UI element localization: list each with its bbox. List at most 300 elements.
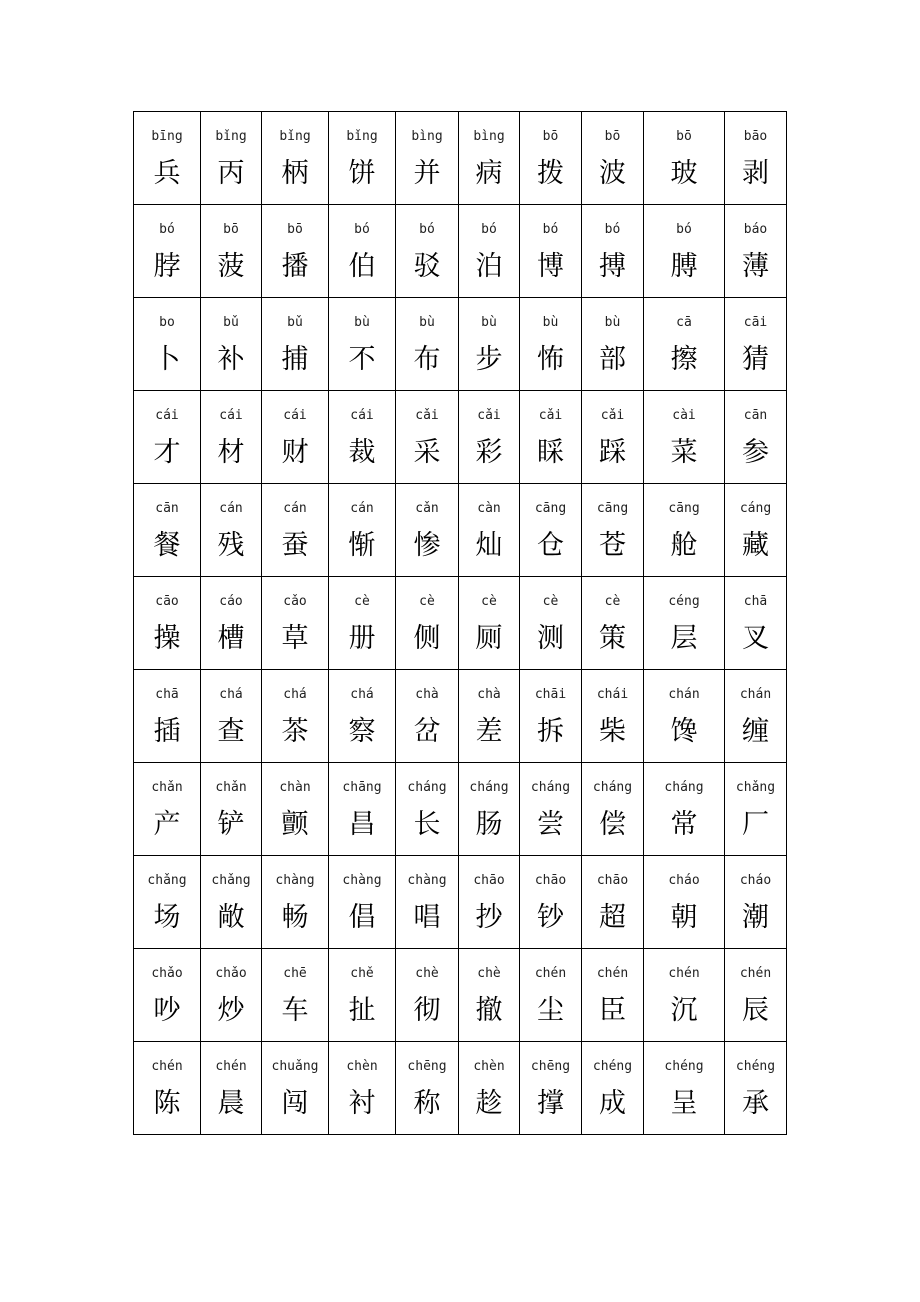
pinyin-label: cāng: [668, 501, 700, 516]
hanzi-character: 睬: [537, 437, 564, 468]
hanzi-character: 播: [281, 251, 309, 282]
hanzi-character: 趁: [475, 1088, 503, 1119]
character-cell: [329, 484, 396, 577]
hanzi-character: 称: [413, 1088, 441, 1119]
hanzi-character: 撑: [537, 1088, 564, 1119]
grid-row: [134, 484, 787, 577]
pinyin-label: chǎng: [147, 873, 187, 888]
pinyin-label: cè: [419, 594, 435, 609]
pinyin-label: chè: [415, 966, 439, 981]
pinyin-label: chè: [477, 966, 501, 981]
pinyin-label: cǎo: [283, 594, 307, 609]
pinyin-label: cài: [672, 408, 696, 423]
hanzi-character: 材: [217, 437, 245, 468]
character-cell: [134, 112, 201, 205]
pinyin-label: chāo: [534, 873, 567, 888]
hanzi-character: 插: [153, 716, 181, 747]
character-cell: [644, 391, 725, 484]
pinyin-label: bù: [481, 315, 497, 330]
hanzi-character: 常: [670, 809, 698, 840]
hanzi-character: 柄: [281, 158, 309, 189]
pinyin-label: chéng: [664, 1059, 704, 1074]
hanzi-character: 苍: [599, 530, 626, 561]
pinyin-label: chēng: [407, 1059, 447, 1074]
hanzi-character: 扯: [348, 995, 376, 1026]
hanzi-character: 辰: [742, 995, 769, 1026]
character-cell: [134, 205, 201, 298]
character-cell: [134, 1042, 201, 1135]
grid-row: [134, 763, 787, 856]
pinyin-label: chán: [739, 687, 772, 702]
pinyin-label: cè: [354, 594, 370, 609]
character-cell: [396, 112, 459, 205]
pinyin-label: cè: [481, 594, 497, 609]
pinyin-label: bō: [604, 129, 621, 144]
pinyin-label: bō: [287, 222, 303, 237]
pinyin-label: chá: [350, 687, 374, 702]
hanzi-character: 衬: [348, 1088, 376, 1119]
character-cell: [582, 763, 644, 856]
hanzi-character: 呈: [670, 1088, 698, 1119]
pinyin-label: bìng: [411, 129, 443, 144]
pinyin-label: chā: [743, 594, 768, 609]
pinyin-label: chǎng: [735, 780, 776, 795]
grid-row: [134, 856, 787, 949]
hanzi-character: 钞: [537, 902, 564, 933]
character-cell: [134, 484, 201, 577]
pinyin-label: chá: [283, 687, 307, 702]
hanzi-character: 采: [413, 437, 441, 468]
pinyin-label: bo: [159, 315, 175, 330]
pinyin-label: cǎi: [415, 408, 439, 423]
character-cell: [134, 298, 201, 391]
hanzi-character: 柴: [599, 716, 626, 747]
hanzi-character: 菠: [217, 251, 245, 282]
hanzi-character: 膊: [670, 251, 698, 282]
pinyin-label: chàng: [407, 873, 447, 888]
hanzi-character: 茶: [281, 716, 309, 747]
hanzi-character: 测: [537, 623, 564, 654]
grid-row: [134, 670, 787, 763]
hanzi-character: 舱: [670, 530, 698, 561]
hanzi-character: 仓: [537, 530, 564, 561]
hanzi-character: 察: [348, 716, 376, 747]
pinyin-character-grid: [133, 111, 787, 1135]
hanzi-character: 参: [742, 437, 769, 468]
character-cell: [396, 763, 459, 856]
pinyin-label: cán: [283, 501, 307, 516]
hanzi-character: 才: [153, 437, 181, 468]
character-cell: [329, 1042, 396, 1135]
character-cell: [396, 298, 459, 391]
character-cell: [725, 577, 787, 670]
character-cell: [725, 670, 787, 763]
character-cell: [262, 298, 329, 391]
pinyin-label: cǎi: [600, 408, 625, 423]
pinyin-label: chā: [155, 687, 179, 702]
pinyin-label: chāo: [596, 873, 629, 888]
hanzi-character: 拆: [537, 716, 564, 747]
pinyin-label: bō: [676, 129, 692, 144]
character-cell: [725, 298, 787, 391]
pinyin-label: chán: [668, 687, 700, 702]
hanzi-character: 餐: [153, 530, 181, 561]
character-cell: [644, 484, 725, 577]
pinyin-label: bó: [604, 222, 621, 237]
hanzi-character: 厂: [742, 809, 769, 840]
hanzi-character: 差: [475, 716, 503, 747]
pinyin-label: bó: [159, 222, 175, 237]
hanzi-character: 猜: [742, 344, 769, 375]
pinyin-label: chái: [596, 687, 629, 702]
pinyin-label: cháng: [530, 780, 571, 795]
pinyin-label: cái: [155, 408, 179, 423]
pinyin-label: bāo: [743, 129, 768, 144]
hanzi-character: 长: [413, 809, 441, 840]
pinyin-label: bó: [419, 222, 435, 237]
character-cell: [396, 577, 459, 670]
pinyin-label: cháo: [739, 873, 772, 888]
pinyin-label: chǎn: [215, 780, 247, 795]
character-cell: [725, 112, 787, 205]
character-cell: [329, 856, 396, 949]
character-cell: [582, 298, 644, 391]
hanzi-character: 丙: [217, 158, 245, 189]
character-cell: [329, 949, 396, 1042]
character-cell: [134, 670, 201, 763]
character-cell: [262, 112, 329, 205]
pinyin-label: cháng: [407, 780, 447, 795]
character-cell: [459, 856, 520, 949]
character-cell: [644, 298, 725, 391]
pinyin-label: cán: [219, 501, 243, 516]
hanzi-character: 倡: [348, 902, 376, 933]
pinyin-label: cáng: [739, 501, 772, 516]
hanzi-character: 部: [599, 344, 626, 375]
pinyin-label: chén: [215, 1059, 247, 1074]
pinyin-label: chà: [415, 687, 439, 702]
character-cell: [644, 1042, 725, 1135]
hanzi-character: 卜: [153, 344, 181, 375]
hanzi-character: 并: [413, 158, 441, 189]
character-cell: [396, 949, 459, 1042]
hanzi-character: 闯: [281, 1088, 309, 1119]
pinyin-label: chén: [739, 966, 772, 981]
pinyin-label: bù: [354, 315, 370, 330]
hanzi-character: 臣: [599, 995, 626, 1026]
character-cell: [329, 112, 396, 205]
hanzi-character: 产: [153, 809, 181, 840]
character-cell: [201, 577, 262, 670]
hanzi-character: 彩: [475, 437, 503, 468]
pinyin-label: bó: [481, 222, 497, 237]
hanzi-character: 馋: [670, 716, 698, 747]
character-cell: [459, 577, 520, 670]
pinyin-label: bǔ: [287, 315, 303, 330]
pinyin-label: bō: [223, 222, 239, 237]
character-cell: [582, 484, 644, 577]
character-cell: [725, 763, 787, 856]
character-cell: [520, 112, 582, 205]
pinyin-label: cáo: [219, 594, 243, 609]
pinyin-label: chēng: [530, 1059, 571, 1074]
hanzi-character: 层: [670, 623, 698, 654]
hanzi-character: 尘: [537, 995, 564, 1026]
character-cell: [582, 670, 644, 763]
hanzi-character: 擦: [670, 344, 698, 375]
hanzi-character: 撤: [475, 995, 503, 1026]
character-cell: [459, 949, 520, 1042]
character-cell: [582, 112, 644, 205]
grid-row: [134, 1042, 787, 1135]
hanzi-character: 朝: [670, 902, 698, 933]
character-cell: [644, 949, 725, 1042]
pinyin-label: bó: [676, 222, 692, 237]
pinyin-label: bó: [354, 222, 370, 237]
pinyin-label: bō: [542, 129, 559, 144]
hanzi-character: 沉: [670, 995, 698, 1026]
pinyin-label: cǎi: [477, 408, 501, 423]
pinyin-label: bìng: [473, 129, 505, 144]
hanzi-character: 册: [348, 623, 376, 654]
hanzi-character: 泊: [475, 251, 503, 282]
character-cell: [134, 577, 201, 670]
hanzi-character: 草: [281, 623, 309, 654]
character-cell: [725, 949, 787, 1042]
pinyin-label: chāng: [342, 780, 382, 795]
hanzi-character: 步: [475, 344, 503, 375]
character-cell: [262, 484, 329, 577]
character-cell: [644, 670, 725, 763]
pinyin-label: chāi: [534, 687, 567, 702]
grid-row: [134, 391, 787, 484]
hanzi-character: 踩: [599, 437, 626, 468]
character-cell: [725, 1042, 787, 1135]
hanzi-character: 陈: [153, 1088, 181, 1119]
hanzi-character: 偿: [599, 809, 626, 840]
character-cell: [520, 763, 582, 856]
pinyin-label: cán: [350, 501, 374, 516]
pinyin-label: chèn: [346, 1059, 378, 1074]
hanzi-character: 岔: [413, 716, 441, 747]
hanzi-character: 叉: [742, 623, 769, 654]
hanzi-character: 侧: [413, 623, 441, 654]
pinyin-label: cǎn: [415, 501, 439, 516]
grid-row: [134, 298, 787, 391]
character-cell: [520, 577, 582, 670]
pinyin-label: báo: [743, 222, 768, 237]
character-cell: [201, 205, 262, 298]
character-cell: [134, 856, 201, 949]
hanzi-character: 超: [599, 902, 626, 933]
hanzi-character: 波: [599, 158, 626, 189]
pinyin-label: cān: [743, 408, 768, 423]
character-cell: [582, 1042, 644, 1135]
pinyin-label: cháo: [668, 873, 700, 888]
character-cell: [201, 670, 262, 763]
hanzi-character: 博: [537, 251, 564, 282]
character-cell: [644, 112, 725, 205]
character-cell: [262, 205, 329, 298]
hanzi-character: 不: [348, 344, 376, 375]
hanzi-character: 尝: [537, 809, 564, 840]
hanzi-character: 唱: [413, 902, 441, 933]
pinyin-label: cā: [676, 315, 692, 330]
pinyin-label: cái: [219, 408, 243, 423]
character-cell: [520, 856, 582, 949]
hanzi-character: 彻: [413, 995, 441, 1026]
pinyin-label: bó: [542, 222, 559, 237]
hanzi-character: 场: [153, 902, 181, 933]
character-cell: [201, 298, 262, 391]
pinyin-label: chàng: [342, 873, 382, 888]
pinyin-label: bǔ: [223, 315, 239, 330]
hanzi-character: 怖: [537, 344, 564, 375]
hanzi-character: 潮: [742, 902, 769, 933]
character-cell: [582, 391, 644, 484]
pinyin-label: cháng: [469, 780, 509, 795]
hanzi-character: 玻: [670, 158, 698, 189]
pinyin-label: chéng: [735, 1059, 776, 1074]
hanzi-character: 吵: [153, 995, 181, 1026]
character-cell: [644, 577, 725, 670]
pinyin-label: bǐng: [346, 129, 378, 144]
character-cell: [329, 298, 396, 391]
character-cell: [262, 856, 329, 949]
character-cell: [329, 670, 396, 763]
hanzi-character: 惨: [413, 530, 441, 561]
hanzi-character: 炒: [217, 995, 245, 1026]
hanzi-character: 病: [475, 158, 503, 189]
hanzi-character: 惭: [348, 530, 376, 561]
character-cell: [459, 1042, 520, 1135]
character-cell: [459, 112, 520, 205]
hanzi-character: 捕: [281, 344, 309, 375]
pinyin-label: càn: [477, 501, 501, 516]
character-cell: [396, 205, 459, 298]
pinyin-label: cái: [283, 408, 307, 423]
hanzi-character: 晨: [217, 1088, 245, 1119]
grid-row: [134, 112, 787, 205]
character-cell: [396, 484, 459, 577]
pinyin-label: céng: [668, 594, 700, 609]
character-cell: [396, 1042, 459, 1135]
pinyin-label: chǎo: [215, 966, 247, 981]
pinyin-label: cān: [155, 501, 179, 516]
pinyin-label: chèn: [473, 1059, 505, 1074]
character-cell: [134, 763, 201, 856]
pinyin-label: cè: [542, 594, 559, 609]
character-cell: [396, 670, 459, 763]
character-cell: [262, 949, 329, 1042]
character-cell: [201, 856, 262, 949]
character-cell: [459, 205, 520, 298]
character-cell: [459, 298, 520, 391]
pinyin-label: chén: [534, 966, 567, 981]
hanzi-character: 槽: [217, 623, 245, 654]
pinyin-label: chàn: [279, 780, 311, 795]
character-cell: [201, 1042, 262, 1135]
pinyin-label: chuǎng: [271, 1059, 319, 1074]
hanzi-character: 敞: [217, 902, 245, 933]
character-cell: [725, 205, 787, 298]
character-cell: [520, 484, 582, 577]
pinyin-label: chá: [219, 687, 243, 702]
pinyin-label: chǎng: [211, 873, 251, 888]
hanzi-character: 财: [281, 437, 309, 468]
pinyin-label: bǐng: [279, 129, 311, 144]
hanzi-character: 藏: [742, 530, 769, 561]
hanzi-character: 查: [217, 716, 245, 747]
pinyin-label: cāng: [534, 501, 567, 516]
hanzi-character: 脖: [153, 251, 181, 282]
hanzi-character: 剥: [742, 158, 769, 189]
pinyin-label: chě: [350, 966, 374, 981]
pinyin-label: cāi: [743, 315, 768, 330]
character-cell: [262, 577, 329, 670]
pinyin-label: chén: [596, 966, 629, 981]
character-cell: [459, 670, 520, 763]
pinyin-label: bù: [542, 315, 559, 330]
hanzi-character: 肠: [475, 809, 503, 840]
character-cell: [582, 205, 644, 298]
hanzi-character: 伯: [348, 251, 376, 282]
character-cell: [520, 670, 582, 763]
character-cell: [644, 856, 725, 949]
hanzi-character: 昌: [348, 809, 376, 840]
character-cell: [582, 577, 644, 670]
hanzi-character: 驳: [413, 251, 441, 282]
hanzi-character: 操: [153, 623, 181, 654]
hanzi-character: 菜: [670, 437, 698, 468]
hanzi-character: 颤: [281, 809, 309, 840]
character-cell: [459, 763, 520, 856]
character-cell: [644, 763, 725, 856]
character-cell: [520, 391, 582, 484]
grid-row: [134, 205, 787, 298]
pinyin-label: chǎn: [151, 780, 183, 795]
character-cell: [329, 577, 396, 670]
hanzi-character: 布: [413, 344, 441, 375]
character-cell: [201, 112, 262, 205]
character-cell: [582, 856, 644, 949]
pinyin-label: chà: [477, 687, 501, 702]
hanzi-character: 缠: [742, 716, 769, 747]
character-cell: [520, 1042, 582, 1135]
character-cell: [329, 763, 396, 856]
character-cell: [329, 391, 396, 484]
character-cell: [725, 391, 787, 484]
pinyin-label: cái: [350, 408, 374, 423]
hanzi-character: 车: [281, 995, 309, 1026]
grid-row: [134, 949, 787, 1042]
pinyin-label: chén: [151, 1059, 183, 1074]
hanzi-character: 抄: [475, 902, 503, 933]
hanzi-character: 铲: [217, 809, 245, 840]
hanzi-character: 裁: [348, 437, 376, 468]
hanzi-character: 承: [742, 1088, 769, 1119]
hanzi-character: 畅: [281, 902, 309, 933]
character-cell: [582, 949, 644, 1042]
character-cell: [520, 949, 582, 1042]
pinyin-label: cè: [604, 594, 621, 609]
character-cell: [201, 484, 262, 577]
hanzi-character: 策: [599, 623, 626, 654]
pinyin-label: cāo: [155, 594, 179, 609]
hanzi-character: 灿: [475, 530, 503, 561]
character-cell: [201, 763, 262, 856]
character-cell: [459, 484, 520, 577]
